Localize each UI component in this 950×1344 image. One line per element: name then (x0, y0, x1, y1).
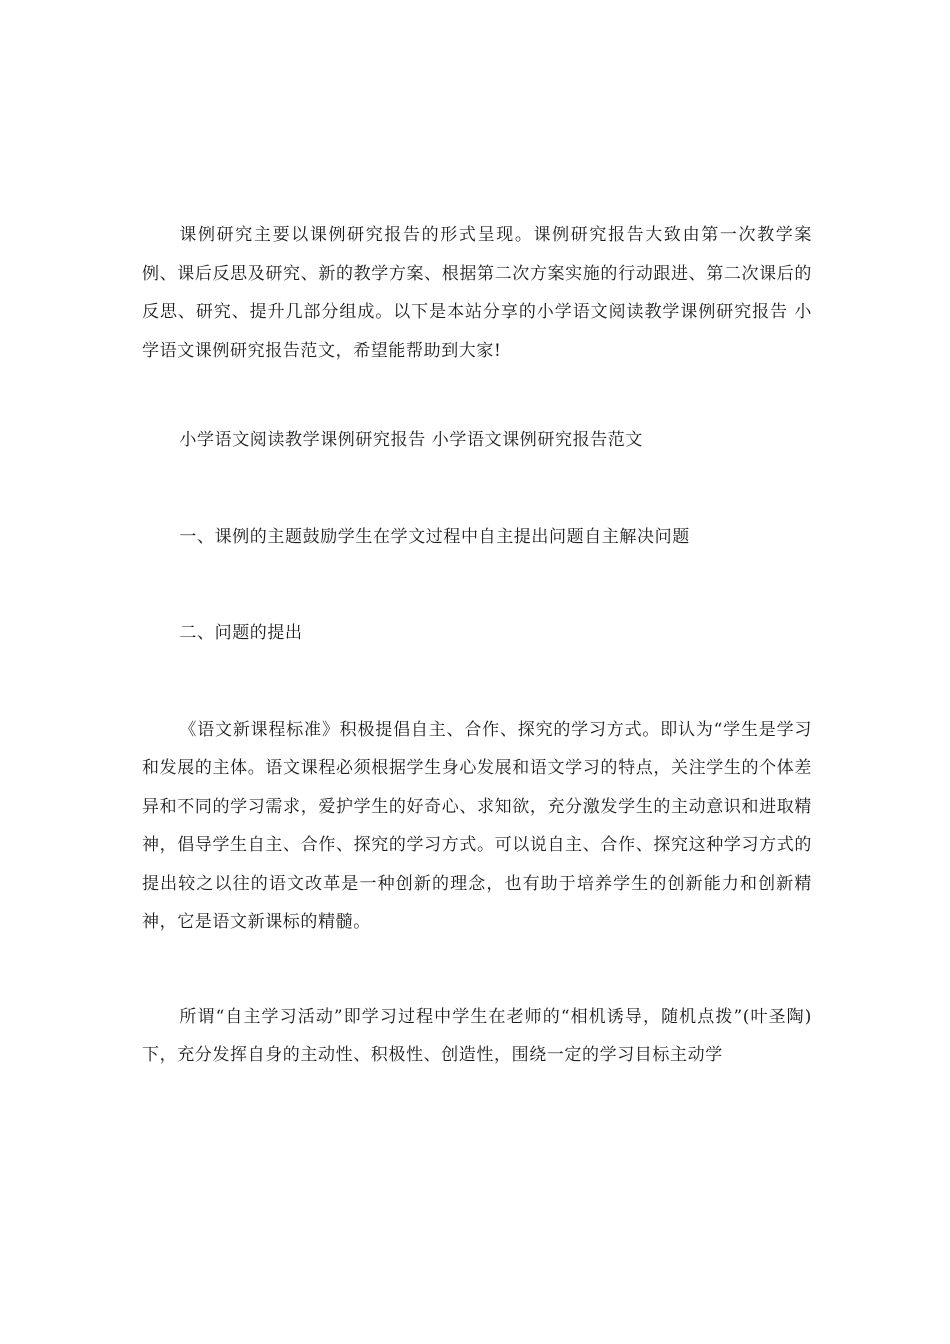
section-heading-2: 二、问题的提出 (179, 623, 303, 643)
body-paragraph-1: 《语文新课程标准》积极提倡自主、合作、探究的学习方式。即认为“学生是学习和发展的主体。语文课程必须根据学生身心发展和语文学习的特点，关注学生的个体差异和不同的学习需求，爱护学生的好奇心、求知欲，充分激发学生的主动意识和进取精神，倡导学生自主、合作、探究的学习方式。可以说自主、合作、探究这种学习方式的提出较之以往的语文改革是一种创新的理念，也有助于培养学生的创新能力和创新精神，它是语文新课标的精髓。 (142, 719, 812, 932)
spacer (142, 370, 812, 421)
intro-paragraph: 课例研究主要以课例研究报告的形式呈现。课例研究报告大致由第一次教学案例、课后反思及研究、新的教学方案、根据第二次方案实施的行动跟进、第二次课后的反思、研究、提升几部分组成。以下是本站分享的小学语文阅读教学课例研究报告 小学语文课例研究报告范文，希望能帮助到大家! (142, 225, 812, 361)
spacer (142, 942, 812, 998)
spacer (142, 653, 812, 711)
section-heading-1: 一、课例的主题鼓励学生在学文过程中自主提出问题自主解决问题 (179, 526, 690, 547)
spacer (142, 556, 812, 614)
spacer (142, 460, 812, 518)
document-body (142, 216, 812, 1075)
body-paragraph-2: 所谓“自主学习活动”即学习过程中学生在老师的“相机诱导，随机点拨”(叶圣陶)下，充分发挥自身的主动性、积极性、创造性，围绕一定的学习目标主动学 (142, 1006, 812, 1065)
document-title: 小学语文阅读教学课例研究报告 小学语文课例研究报告范文 (179, 430, 643, 450)
